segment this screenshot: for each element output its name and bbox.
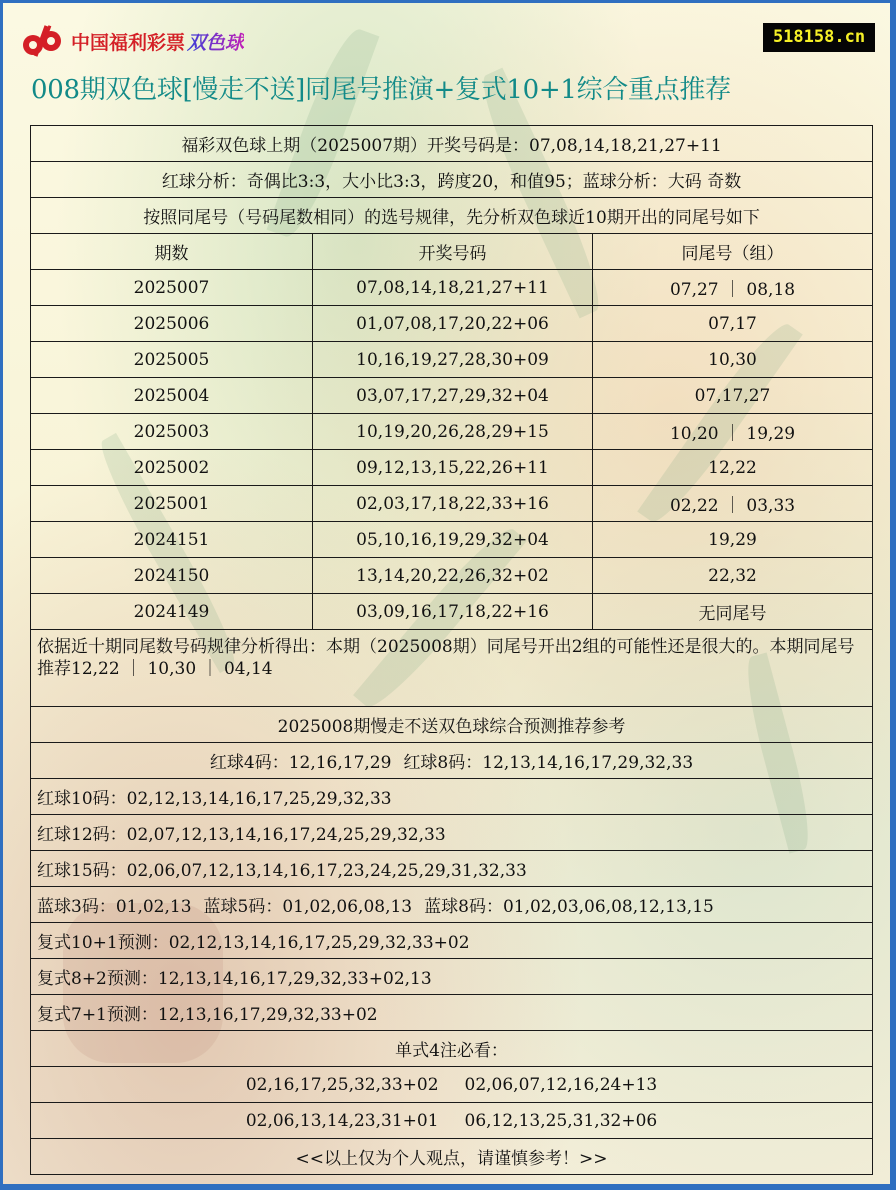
numbers-cell: 05,10,16,19,29,32+04 xyxy=(313,522,593,558)
period-cell: 2024150 xyxy=(31,558,313,594)
column-header-numbers: 开奖号码 xyxy=(313,234,593,270)
red-4-codes: 红球4码：12,16,17,29 xyxy=(209,753,392,773)
numbers-cell: 13,14,20,22,26,32+02 xyxy=(313,558,593,594)
logo-subtext: 双色球 xyxy=(187,28,244,55)
period-cell: 2025005 xyxy=(31,342,313,378)
blue-3-codes: 蓝球3码：01,02,13 xyxy=(37,897,192,917)
same-tail-cell: 10,30 xyxy=(593,342,873,378)
rule-intro: 按照同尾号（号码尾数相同）的选号规律，先分析双色球近10期开出的同尾号如下 xyxy=(31,198,873,234)
site-badge[interactable]: 518158.cn xyxy=(763,23,875,52)
fushi-10-1: 复式10+1预测：02,12,13,14,16,17,25,29,32,33+02 xyxy=(31,923,873,959)
numbers-cell: 03,09,16,17,18,22+16 xyxy=(313,594,593,630)
table-row xyxy=(31,594,873,630)
blue-8-codes: 蓝球8码：01,02,03,06,08,12,13,15 xyxy=(424,897,714,917)
period-cell: 2025006 xyxy=(31,306,313,342)
page-frame xyxy=(3,3,893,1184)
single-heading-row xyxy=(31,1031,873,1067)
logo-text: 中国福利彩票 xyxy=(71,31,186,54)
blue-codes-cell xyxy=(31,887,873,923)
period-cell: 2025007 xyxy=(31,270,313,306)
column-header-period: 期数 xyxy=(31,234,313,270)
disclaimer-row xyxy=(31,1139,873,1175)
red-12-codes: 红球12码：02,07,12,13,14,16,17,24,25,29,32,33 xyxy=(31,815,873,851)
single-pick: 06,12,13,25,31,32+06 xyxy=(464,1110,658,1131)
red-4-8-cell xyxy=(31,743,873,779)
lottery-logo xyxy=(21,23,244,59)
table-row xyxy=(31,486,873,522)
single-heading: 单式4注必看： xyxy=(31,1031,873,1067)
table-row xyxy=(31,450,873,486)
fushi-10-1-row xyxy=(31,923,873,959)
rule-intro-row xyxy=(31,198,873,234)
red-4-8-row xyxy=(31,743,873,779)
period-cell: 2024149 xyxy=(31,594,313,630)
numbers-cell: 09,12,13,15,22,26+11 xyxy=(313,450,593,486)
single-pair-cell xyxy=(31,1103,873,1139)
same-tail-cell: 02,22 ｜ 03,33 xyxy=(593,486,873,522)
same-tail-cell: 无同尾号 xyxy=(593,594,873,630)
red-10-row xyxy=(31,779,873,815)
last-draw-row xyxy=(31,126,873,162)
table-row xyxy=(31,414,873,450)
page-title: 008期双色球[慢走不送]同尾号推演+复式10+1综合重点推荐 xyxy=(31,75,731,105)
period-cell: 2025003 xyxy=(31,414,313,450)
same-tail-cell: 10,20 ｜ 19,29 xyxy=(593,414,873,450)
same-tail-cell: 22,32 xyxy=(593,558,873,594)
numbers-cell: 01,07,08,17,20,22+06 xyxy=(313,306,593,342)
red-10-codes: 红球10码：02,12,13,14,16,17,25,29,32,33 xyxy=(31,779,873,815)
numbers-cell: 02,03,17,18,22,33+16 xyxy=(313,486,593,522)
numbers-cell: 10,16,19,27,28,30+09 xyxy=(313,342,593,378)
single-pick: 02,06,07,12,16,24+13 xyxy=(464,1074,658,1095)
single-row xyxy=(31,1103,873,1139)
table-row xyxy=(31,522,873,558)
red-8-codes: 红球8码：12,13,14,16,17,29,32,33 xyxy=(403,753,694,773)
table-row xyxy=(31,306,873,342)
period-cell: 2025002 xyxy=(31,450,313,486)
prediction-heading: 2025008期慢走不送双色球综合预测推荐参考 xyxy=(31,707,873,743)
conclusion-text: 依据近十期同尾数号码规律分析得出：本期（2025008期）同尾号开出2组的可能性还是很大的。本期同尾号推荐12,22 ｜ 10,30 ｜ 04,14 xyxy=(31,630,873,707)
ball-analysis: 红球分析：奇偶比3:3，大小比3:3，跨度20，和值95；蓝球分析：大码 奇数 xyxy=(31,162,873,198)
last-draw: 福彩双色球上期（2025007期）开奖号码是：07,08,14,18,21,27+11 xyxy=(31,126,873,162)
analysis-table xyxy=(30,125,873,1175)
table-row xyxy=(31,270,873,306)
numbers-cell: 07,08,14,18,21,27+11 xyxy=(313,270,593,306)
blue-codes-row xyxy=(31,887,873,923)
single-pair-cell xyxy=(31,1067,873,1103)
same-tail-cell: 07,17,27 xyxy=(593,378,873,414)
numbers-cell: 10,19,20,26,28,29+15 xyxy=(313,414,593,450)
red-15-codes: 红球15码：02,06,07,12,13,14,16,17,23,24,25,29,31,32,33 xyxy=(31,851,873,887)
welfare-lottery-logo-icon xyxy=(21,23,65,59)
period-cell: 2024151 xyxy=(31,522,313,558)
red-15-row xyxy=(31,851,873,887)
single-pick: 02,06,13,14,23,31+01 xyxy=(245,1110,439,1131)
table-row xyxy=(31,378,873,414)
single-row xyxy=(31,1067,873,1103)
same-tail-cell: 19,29 xyxy=(593,522,873,558)
table-row xyxy=(31,558,873,594)
column-header-same-tail: 同尾号（组） xyxy=(593,234,873,270)
same-tail-cell: 12,22 xyxy=(593,450,873,486)
same-tail-cell: 07,17 xyxy=(593,306,873,342)
numbers-cell: 03,07,17,27,29,32+04 xyxy=(313,378,593,414)
same-tail-cell: 07,27 ｜ 08,18 xyxy=(593,270,873,306)
period-cell: 2025001 xyxy=(31,486,313,522)
period-cell: 2025004 xyxy=(31,378,313,414)
prediction-heading-row xyxy=(31,707,873,743)
table-row xyxy=(31,342,873,378)
analysis-row xyxy=(31,162,873,198)
single-pick: 02,16,17,25,32,33+02 xyxy=(245,1074,439,1095)
red-12-row xyxy=(31,815,873,851)
fushi-8-2-row xyxy=(31,959,873,995)
header xyxy=(3,3,890,123)
conclusion-row xyxy=(31,630,873,707)
fushi-7-1-row xyxy=(31,995,873,1031)
disclaimer: <<以上仅为个人观点，请谨慎参考！>> xyxy=(31,1139,873,1175)
fushi-7-1: 复式7+1预测：12,13,16,17,29,32,33+02 xyxy=(31,995,873,1031)
fushi-8-2: 复式8+2预测：12,13,14,16,17,29,32,33+02,13 xyxy=(31,959,873,995)
blue-5-codes: 蓝球5码：01,02,06,08,13 xyxy=(203,897,413,917)
table-header-row xyxy=(31,234,873,270)
